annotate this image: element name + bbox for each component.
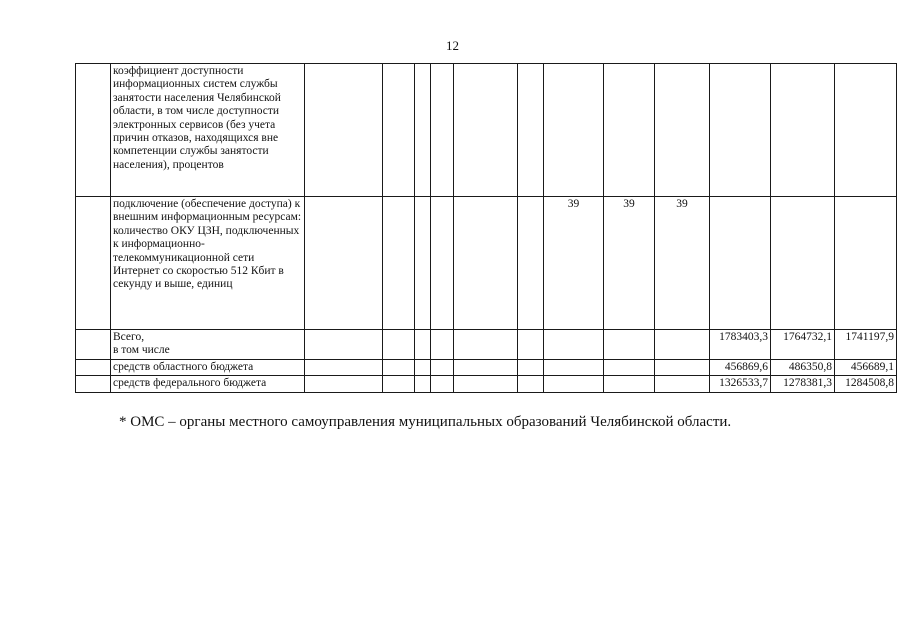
funding-value xyxy=(835,64,897,197)
indicator-value xyxy=(544,360,604,376)
empty-cell xyxy=(305,197,383,330)
funding-value: 1284508,8 xyxy=(835,376,897,392)
empty-cell xyxy=(76,360,111,376)
empty-cell xyxy=(431,376,454,392)
indicator-description: Всего, в том числе xyxy=(111,330,305,360)
funding-value: 1741197,9 xyxy=(835,330,897,360)
table-row xyxy=(76,64,897,197)
funding-value: 1783403,3 xyxy=(710,330,771,360)
empty-cell xyxy=(454,330,518,360)
empty-cell xyxy=(305,376,383,392)
empty-cell xyxy=(431,360,454,376)
funding-value: 1326533,7 xyxy=(710,376,771,392)
indicator-value xyxy=(604,64,655,197)
indicator-value: 39 xyxy=(655,197,710,330)
empty-cell xyxy=(518,376,544,392)
page-number: 12 xyxy=(446,38,459,53)
indicator-value xyxy=(604,360,655,376)
indicator-value: 39 xyxy=(604,197,655,330)
funding-value: 486350,8 xyxy=(771,360,835,376)
indicator-value xyxy=(655,64,710,197)
empty-cell xyxy=(518,64,544,197)
indicator-value xyxy=(544,64,604,197)
indicator-description: подключение (обеспечение доступа) к внешним информационным ресурсам: количество ОКУ ЦЗН, подключенных к информационно-телекоммуникационной сети Интернет со скоростью 512 Кбит в секунду и выше, единиц xyxy=(111,197,305,330)
indicator-value xyxy=(544,330,604,360)
empty-cell xyxy=(454,376,518,392)
empty-cell xyxy=(415,64,431,197)
indicator-description: коэффициент доступности информационных систем службы занятости населения Челябинской области, в том числе доступности электронных сервисов (без учета причин отказов, находящихся вне компетенции службы занятости населения), процентов xyxy=(111,64,305,197)
funding-value: 456869,6 xyxy=(710,360,771,376)
funding-value: 1764732,1 xyxy=(771,330,835,360)
empty-cell xyxy=(305,64,383,197)
empty-cell xyxy=(454,360,518,376)
indicator-value xyxy=(655,360,710,376)
empty-cell xyxy=(518,330,544,360)
table-row xyxy=(76,360,897,376)
empty-cell xyxy=(415,197,431,330)
empty-cell xyxy=(454,197,518,330)
funding-value: 1278381,3 xyxy=(771,376,835,392)
indicator-description: средств федерального бюджета xyxy=(111,376,305,392)
empty-cell xyxy=(76,64,111,197)
funding-value: 456689,1 xyxy=(835,360,897,376)
empty-cell xyxy=(383,197,415,330)
empty-cell xyxy=(76,197,111,330)
table-row xyxy=(76,376,897,392)
funding-value xyxy=(710,64,771,197)
empty-cell xyxy=(518,360,544,376)
empty-cell xyxy=(76,376,111,392)
indicator-value xyxy=(604,330,655,360)
empty-cell xyxy=(383,376,415,392)
indicator-value: 39 xyxy=(544,197,604,330)
empty-cell xyxy=(415,360,431,376)
funding-value xyxy=(710,197,771,330)
table-row xyxy=(76,197,897,330)
empty-cell xyxy=(383,64,415,197)
footnote: * ОМС – органы местного самоуправления муниципальных образований Челябинской области. xyxy=(119,414,732,430)
indicator-value xyxy=(604,376,655,392)
funding-value xyxy=(835,197,897,330)
indicator-description: средств областного бюджета xyxy=(111,360,305,376)
empty-cell xyxy=(518,197,544,330)
empty-cell xyxy=(383,360,415,376)
indicator-value xyxy=(544,376,604,392)
budget-table xyxy=(75,63,897,393)
table-row xyxy=(76,330,897,360)
indicator-value xyxy=(655,330,710,360)
empty-cell xyxy=(383,330,415,360)
funding-value xyxy=(771,64,835,197)
empty-cell xyxy=(431,197,454,330)
empty-cell xyxy=(431,64,454,197)
empty-cell xyxy=(454,64,518,197)
empty-cell xyxy=(76,330,111,360)
empty-cell xyxy=(305,360,383,376)
indicator-value xyxy=(655,376,710,392)
empty-cell xyxy=(415,330,431,360)
funding-value xyxy=(771,197,835,330)
empty-cell xyxy=(431,330,454,360)
empty-cell xyxy=(305,330,383,360)
empty-cell xyxy=(415,376,431,392)
